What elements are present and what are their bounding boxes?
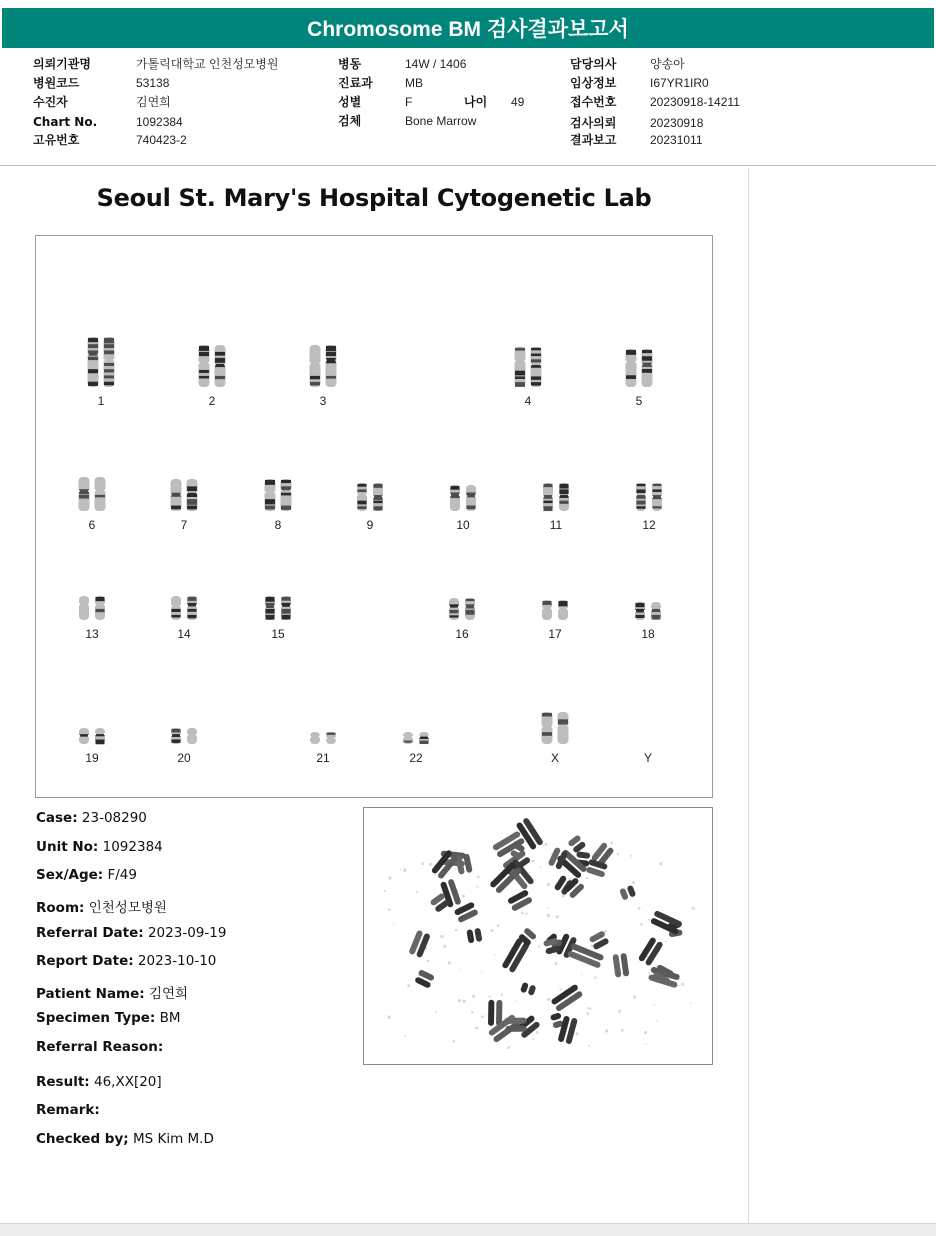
header-label-accession-no: 접수번호 — [570, 95, 617, 109]
case-info-row — [36, 839, 163, 855]
chromosome-pair-7 — [170, 479, 198, 532]
case-info-label: Sex/Age: — [36, 867, 104, 883]
chromosome-pair-18 — [635, 602, 662, 641]
case-info-value: 1092384 — [98, 839, 163, 855]
case-info-label: Referral Date: — [36, 925, 144, 941]
chromosome-label-2: 2 — [208, 394, 216, 408]
case-info-label: Specimen Type: — [36, 1010, 156, 1026]
case-info-value: 인천성모병원 — [84, 900, 167, 916]
case-info-row — [36, 1074, 162, 1090]
chromosome-label-22: 22 — [409, 751, 423, 765]
page-right-edge — [748, 168, 749, 1223]
header-label-specimen: 검체 — [338, 114, 362, 128]
chromosome-pair-22 — [403, 732, 430, 765]
header-label-age: 나이 — [464, 95, 488, 109]
chromosome-label-1: 1 — [97, 394, 105, 408]
chromosome-pair-21 — [310, 732, 337, 765]
chromosome-label-9: 9 — [366, 518, 374, 532]
chromosome-label-3: 3 — [319, 394, 327, 408]
chromosome-pair-1 — [87, 337, 115, 408]
case-info-value: BM — [155, 1010, 181, 1026]
case-info-row — [36, 982, 188, 1002]
chromosome-pair-10 — [450, 485, 477, 532]
case-info-label: Patient Name: — [36, 986, 145, 1002]
case-info-row — [36, 953, 216, 969]
header-label-hospital-code: 병원코드 — [33, 76, 80, 90]
chromosome-pair-15 — [265, 596, 292, 641]
lab-title: Seoul St. Mary's Hospital Cytogenetic Lab — [96, 184, 652, 212]
header-label-patient: 수진자 — [33, 95, 68, 109]
header-value-institution: 가톨릭대학교 인천성모병원 — [136, 57, 279, 71]
case-info-row — [36, 1039, 163, 1055]
header-label-request-date: 검사의뢰 — [570, 116, 617, 130]
header-value-patient: 김연희 — [136, 95, 171, 109]
header-value-clinical-info: I67YR1IR0 — [650, 76, 709, 90]
header-label-sex: 성별 — [338, 95, 362, 109]
report-title: Chromosome BM 검사결과보고서 — [307, 18, 629, 41]
case-info-value: 46,XX[20] — [89, 1074, 162, 1090]
karyotype-panel — [35, 235, 713, 798]
case-info-row — [36, 1131, 214, 1147]
header-divider — [0, 165, 936, 166]
chromosome-pair-13 — [79, 596, 106, 641]
chromosome-label-10: 10 — [456, 518, 470, 532]
case-info-value: 김연희 — [144, 986, 189, 1002]
case-info-label: Remark: — [36, 1102, 100, 1118]
chromosome-pair-9 — [357, 483, 384, 532]
case-info-row — [36, 1010, 181, 1026]
header-value-specimen: Bone Marrow — [405, 114, 477, 128]
chromosome-label-6: 6 — [88, 518, 96, 532]
header-value-sex: F — [405, 95, 413, 109]
header-value-request-date: 20230918 — [650, 116, 704, 130]
chromosome-pair-19 — [79, 728, 106, 765]
chromosome-pair-17 — [542, 600, 569, 641]
header-value-report-date: 20231011 — [650, 133, 703, 147]
chromosome-pair-y — [644, 751, 652, 765]
case-info-label: Referral Reason: — [36, 1039, 164, 1055]
chromosome-pair-x — [541, 712, 569, 765]
chromosome-label-18: 18 — [641, 627, 655, 641]
chromosome-label-14: 14 — [177, 627, 191, 641]
header-value-department: MB — [405, 76, 423, 90]
header-value-chart-no: 1092384 — [136, 115, 183, 129]
case-info-row — [36, 896, 167, 916]
chromosome-label-16: 16 — [455, 627, 469, 641]
chromosome-label-x: X — [550, 751, 560, 765]
chromosome-pair-16 — [449, 598, 476, 641]
metaphase-image — [364, 808, 712, 1064]
chromosome-label-11: 11 — [549, 518, 563, 532]
chromosome-label-4: 4 — [524, 394, 532, 408]
chromosome-label-17: 17 — [548, 627, 562, 641]
case-info-row — [36, 1102, 100, 1118]
chromosome-pair-14 — [171, 596, 198, 641]
chromosome-label-5: 5 — [635, 394, 643, 408]
page-bottom-edge — [0, 1223, 936, 1236]
case-info-row — [36, 867, 137, 883]
header-label-clinical-info: 임상정보 — [570, 76, 617, 90]
chromosome-pair-4 — [514, 347, 542, 408]
chromosome-label-20: 20 — [177, 751, 191, 765]
case-info-row — [36, 925, 226, 941]
chromosome-label-y: Y — [643, 751, 653, 765]
header-label-institution: 의뢰기관명 — [33, 57, 91, 71]
header-value-age: 49 — [511, 95, 525, 109]
chromosome-label-15: 15 — [271, 627, 285, 641]
karyogram — [36, 236, 712, 797]
case-info-row — [36, 810, 147, 826]
chromosome-label-21: 21 — [316, 751, 330, 765]
case-info-value: MS Kim M.D — [128, 1131, 214, 1147]
header-value-unique-id: 740423-2 — [136, 133, 187, 147]
case-info-value: 2023-09-19 — [143, 925, 227, 941]
chromosome-label-19: 19 — [85, 751, 99, 765]
header-label-physician: 담당의사 — [570, 57, 617, 71]
chromosome-pair-5 — [625, 349, 653, 408]
chromosome-label-13: 13 — [85, 627, 99, 641]
header-value-accession-no: 20230918-14211 — [650, 95, 740, 109]
case-info-label: Report Date: — [36, 953, 134, 969]
metaphase-panel — [363, 807, 713, 1065]
case-info-value: 2023-10-10 — [133, 953, 217, 969]
header-label-unique-id: 고유번호 — [33, 133, 80, 147]
header-value-hospital-code: 53138 — [136, 76, 170, 90]
case-info-label: Room: — [36, 900, 85, 916]
chromosome-label-8: 8 — [274, 518, 282, 532]
chromosome-pair-8 — [264, 479, 292, 532]
header-label-department: 진료과 — [338, 76, 373, 90]
chromosome-pair-3 — [309, 345, 337, 408]
chromosome-pair-2 — [198, 345, 226, 408]
chromosome-pair-6 — [78, 477, 106, 532]
report-title-bar — [2, 8, 934, 48]
case-info-label: Case: — [36, 810, 78, 826]
case-info-value: F/49 — [103, 867, 137, 883]
chromosome-pair-20 — [171, 728, 198, 765]
chromosome-label-12: 12 — [642, 518, 656, 532]
case-info-label: Result: — [36, 1074, 90, 1090]
header-value-physician: 양송아 — [650, 57, 685, 71]
case-info-label: Checked by; — [36, 1131, 129, 1147]
header-label-ward: 병동 — [338, 57, 362, 71]
case-info-value: 23-08290 — [77, 810, 147, 826]
chromosome-pair-11 — [543, 483, 570, 532]
header-label-report-date: 결과보고 — [570, 133, 617, 147]
header-label-chart-no: Chart No. — [33, 115, 98, 129]
header-value-ward: 14W / 1406 — [405, 57, 467, 71]
case-info-label: Unit No: — [36, 839, 99, 855]
chromosome-pair-12 — [636, 483, 663, 532]
chromosome-label-7: 7 — [180, 518, 188, 532]
